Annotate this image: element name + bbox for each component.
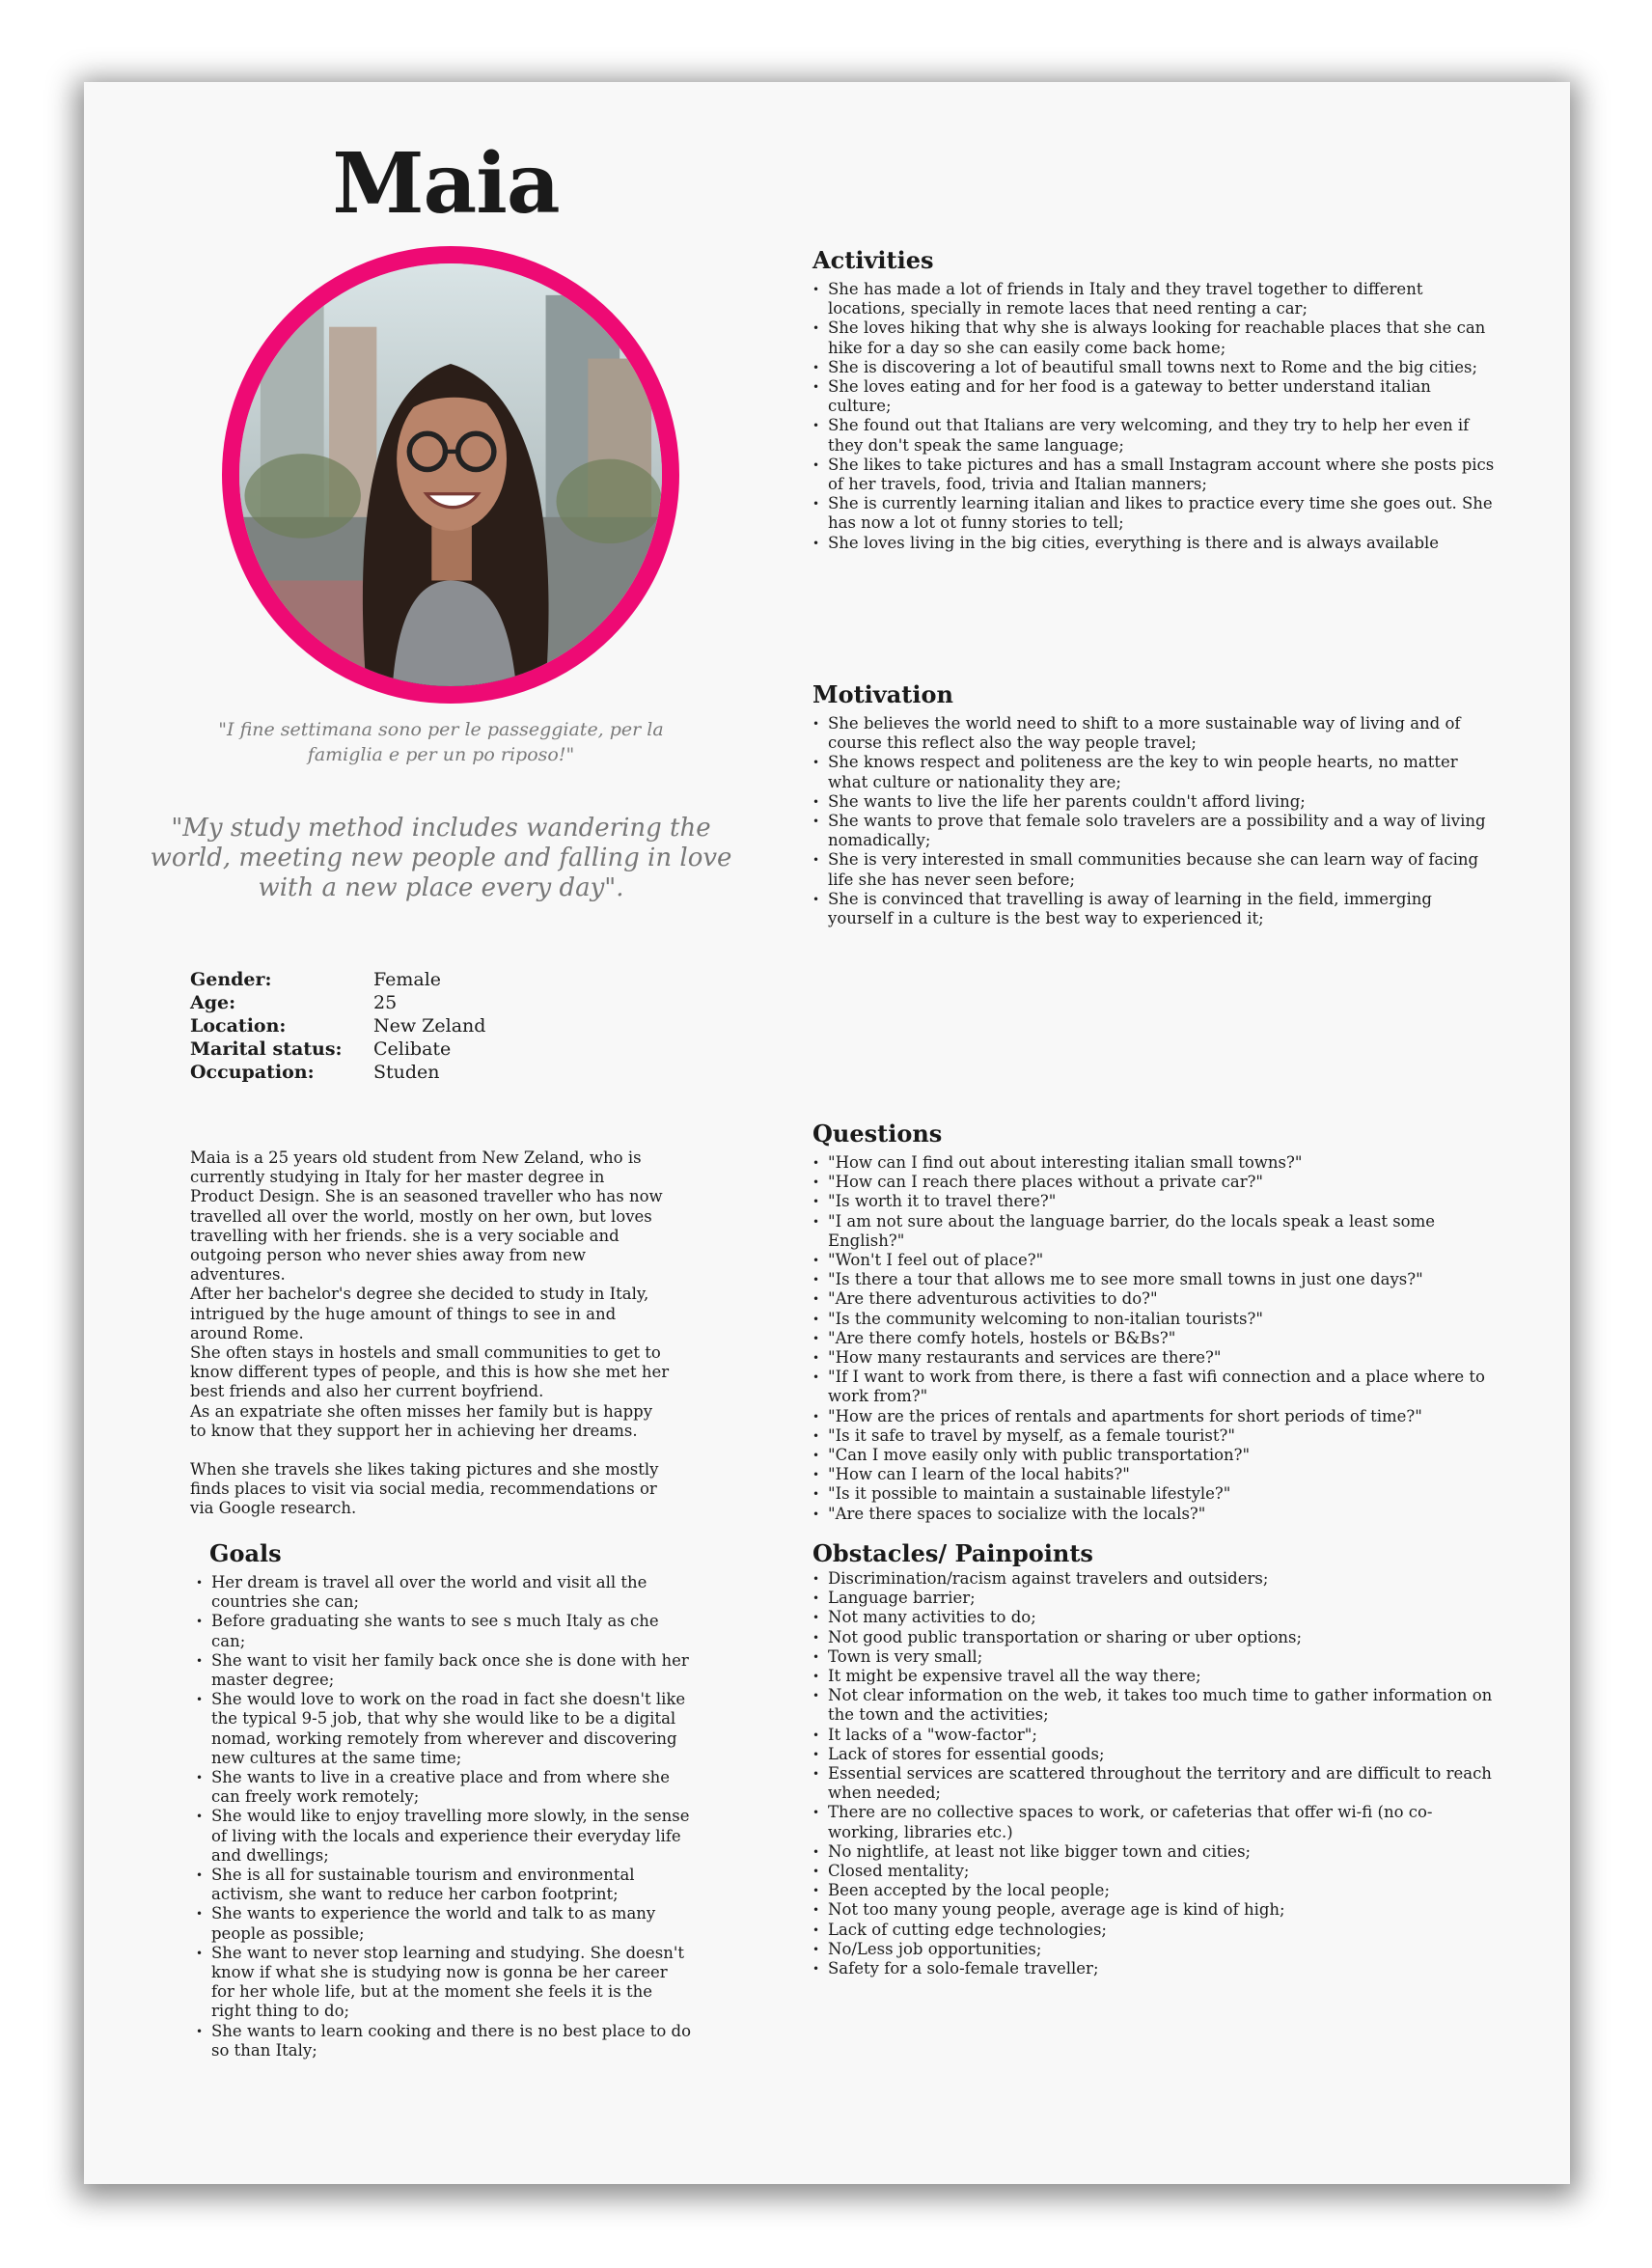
list-item: • "How can I reach there places without a private car?" (828, 1173, 1498, 1192)
info-value: Female (373, 969, 442, 990)
list-item: • She is very interested in small communities because she can learn way of facing life she has never seen before; (828, 850, 1498, 889)
info-row-occupation (190, 1061, 485, 1084)
list-item: • "How are the prices of rentals and apartments for short periods of time?" (828, 1407, 1498, 1426)
list-item: • There are no collective spaces to work, or cafeterias that offer wi-fi (no co-working, libraries etc.) (828, 1803, 1498, 1841)
list-item: • It might be expensive travel all the way there; (828, 1667, 1498, 1686)
bio-paragraph: As an expatriate she often misses her family but is happy to know that they support her in achieving her dreams. (190, 1401, 653, 1440)
bio-text (190, 1148, 673, 1519)
info-label: Gender: (190, 969, 272, 990)
main-quote: "My study method includes wandering the world, meeting new people and falling in love with a new place every day". (150, 814, 732, 902)
goals-list (190, 1573, 692, 2061)
list-item: • Not many activities to do; (828, 1608, 1498, 1627)
questions-section (812, 1120, 1498, 1524)
list-item: • Closed mentality; (828, 1862, 1498, 1881)
list-item: • She loves living in the big cities, everything is there and is always available (828, 534, 1498, 553)
list-item: • Been accepted by the local people; (828, 1881, 1498, 1900)
list-item: • Safety for a solo-female traveller; (828, 1959, 1498, 1978)
list-item: • She wants to learn cooking and there is no best place to do so than Italy; (211, 2022, 692, 2061)
info-value: Celibate (373, 1038, 452, 1060)
motivation-list (812, 714, 1498, 928)
list-item: • She has made a lot of friends in Italy and they travel together to different locations, specially in remote laces that need renting a car; (828, 280, 1498, 318)
info-row-location (190, 1014, 485, 1037)
list-item: • "Is there a tour that allows me to see more small towns in just one days?" (828, 1270, 1498, 1289)
list-item: • "How can I find out about interesting italian small towns?" (828, 1153, 1498, 1173)
list-item: • "Is it safe to travel by myself, as a female tourist?" (828, 1426, 1498, 1446)
bio-paragraph: She often stays in hostels and small communities to get to know different types of people, and this is how she met her best friends and also her current boyfriend. (190, 1343, 670, 1401)
motivation-heading: Motivation (812, 680, 953, 708)
list-item: • She want to never stop learning and studying. She doesn't know if what she is studying now is gonna be her career for her whole life, but at the moment she feels it is the right thing to do; (211, 1944, 692, 2022)
list-item: • She would love to work on the road in fact she doesn't like the typical 9-5 job, that why she would like to be a digital nomad, working remotely from wherever and discovering new cultures at the same time; (211, 1690, 692, 1768)
goals-heading: Goals (209, 1539, 282, 1567)
info-row-marital-status (190, 1037, 485, 1061)
list-item: • "Are there comfy hotels, hostels or B&Bs?" (828, 1329, 1498, 1348)
list-item: • No/Less job opportunities; (828, 1940, 1498, 1959)
list-item: • It lacks of a "wow-factor"; (828, 1726, 1498, 1745)
info-value: New Zeland (373, 1015, 486, 1037)
list-item: • Lack of cutting edge technologies; (828, 1921, 1498, 1940)
list-item: • She wants to live in a creative place and from where she can freely work remotely; (211, 1768, 692, 1807)
activities-heading: Activities (812, 246, 934, 274)
obstacles-heading: Obstacles/ Painpoints (812, 1539, 1093, 1567)
list-item: • She is convinced that travelling is away of learning in the field, immerging yourself in a culture is the best way to experienced it; (828, 890, 1498, 928)
questions-heading: Questions (812, 1120, 943, 1148)
list-item: • She likes to take pictures and has a small Instagram account where she posts pics of her travels, food, trivia and Italian manners; (828, 456, 1498, 494)
info-value: 25 (373, 992, 398, 1013)
list-item: • "Is worth it to travel there?" (828, 1192, 1498, 1211)
list-item: • No nightlife, at least not like bigger town and cities; (828, 1842, 1498, 1862)
list-item: • Lack of stores for essential goods; (828, 1745, 1498, 1764)
list-item: • She wants to live the life her parents couldn't afford living; (828, 792, 1498, 812)
bio-paragraph: After her bachelor's degree she decided to study in Italy, intrigued by the huge amount of things to see in and around Rome. (190, 1285, 649, 1342)
info-row-gender (190, 968, 485, 991)
info-table (190, 968, 485, 1084)
list-item: • She is currently learning italian and likes to practice every time she goes out. She has now a lot ot funny stories to tell; (828, 494, 1498, 533)
bio-paragraph: Maia is a 25 years old student from New Zeland, who is currently studying in Italy for her master degree in Product Design. She is an seasoned traveller who has now travelled all over the world, mostly on her own, but loves travelling with her friends. she is a very sociable and outgoing person who never shies away from new adventures. (190, 1148, 663, 1285)
goals-section (190, 1539, 692, 2061)
persona-sheet (84, 82, 1570, 2184)
list-item: • Discrimination/racism against travelers and outsiders; (828, 1569, 1498, 1589)
list-item: • She wants to experience the world and talk to as many people as possible; (211, 1904, 692, 1943)
list-item: • Language barrier; (828, 1589, 1498, 1608)
activities-section (812, 246, 1498, 553)
obstacles-list (812, 1569, 1498, 1978)
info-label: Marital status: (190, 1038, 343, 1060)
persona-name: Maia (332, 135, 560, 233)
questions-list (812, 1153, 1498, 1524)
list-item: • Not good public transportation or sharing or uber options; (828, 1628, 1498, 1647)
list-item: • She found out that Italians are very welcoming, and they try to help her even if they don't speak the same language; (828, 416, 1498, 455)
list-item: • She would like to enjoy travelling more slowly, in the sense of living with the locals and experience their everyday life and dwellings; (211, 1807, 692, 1866)
italian-quote: "I fine settimana sono per le passeggiate, per la famiglia e per un po riposo!" (218, 719, 664, 765)
list-item: • "If I want to work from there, is there a fast wifi connection and a place where to work from?" (828, 1368, 1498, 1406)
activities-list (812, 280, 1498, 553)
info-row-age (190, 991, 485, 1014)
motivation-section (812, 680, 1498, 928)
portrait-image (239, 263, 662, 686)
list-item: • Town is very small; (828, 1647, 1498, 1667)
list-item: • "Is it possible to maintain a sustainable lifestyle?" (828, 1484, 1498, 1504)
list-item: • "Is the community welcoming to non-italian tourists?" (828, 1310, 1498, 1329)
info-value: Studen (373, 1062, 440, 1083)
list-item: • She is all for sustainable tourism and environmental activism, she want to reduce her carbon footprint; (211, 1866, 692, 1904)
list-item: • "Won't I feel out of place?" (828, 1251, 1498, 1270)
list-item: • She loves hiking that why she is always looking for reachable places that she can hike for a day so she can easily come back home; (828, 318, 1498, 357)
obstacles-section (812, 1539, 1498, 1978)
list-item: • "How many restaurants and services are there?" (828, 1348, 1498, 1368)
info-label: Location: (190, 1015, 287, 1037)
list-item: • She want to visit her family back once she is done with her master degree; (211, 1651, 692, 1690)
list-item: • "I am not sure about the language barrier, do the locals speak a least some English?" (828, 1212, 1498, 1251)
list-item: • She knows respect and politeness are the key to win people hearts, no matter what culture or nationality they are; (828, 753, 1498, 791)
bio-paragraph: When she travels she likes taking pictures and she mostly finds places to visit via social media, recommendations or via Google research. (190, 1460, 659, 1518)
list-item: • She wants to prove that female solo travelers are a possibility and a way of living nomadically; (828, 812, 1498, 850)
list-item: • "Are there spaces to socialize with the locals?" (828, 1505, 1498, 1524)
list-item: • Essential services are scattered throughout the territory and are difficult to reach when needed; (828, 1764, 1498, 1803)
list-item: • Her dream is travel all over the world and visit all the countries she can; (211, 1573, 692, 1612)
list-item: • Before graduating she wants to see s much Italy as che can; (211, 1612, 692, 1650)
list-item: • "Can I move easily only with public transportation?" (828, 1446, 1498, 1465)
list-item: • She loves eating and for her food is a gateway to better understand italian culture; (828, 377, 1498, 416)
info-label: Occupation: (190, 1062, 315, 1083)
persona-photo (222, 246, 679, 704)
list-item: • Not too many young people, average age is kind of high; (828, 1900, 1498, 1920)
list-item: • Not clear information on the web, it takes too much time to gather information on the town and the activities; (828, 1686, 1498, 1725)
info-label: Age: (190, 992, 236, 1013)
list-item: • "Are there adventurous activities to do?" (828, 1289, 1498, 1309)
list-item: • "How can I learn of the local habits?" (828, 1465, 1498, 1484)
list-item: • She is discovering a lot of beautiful small towns next to Rome and the big cities; (828, 358, 1498, 377)
list-item: • She believes the world need to shift to a more sustainable way of living and of course this reflect also the way people travel; (828, 714, 1498, 753)
